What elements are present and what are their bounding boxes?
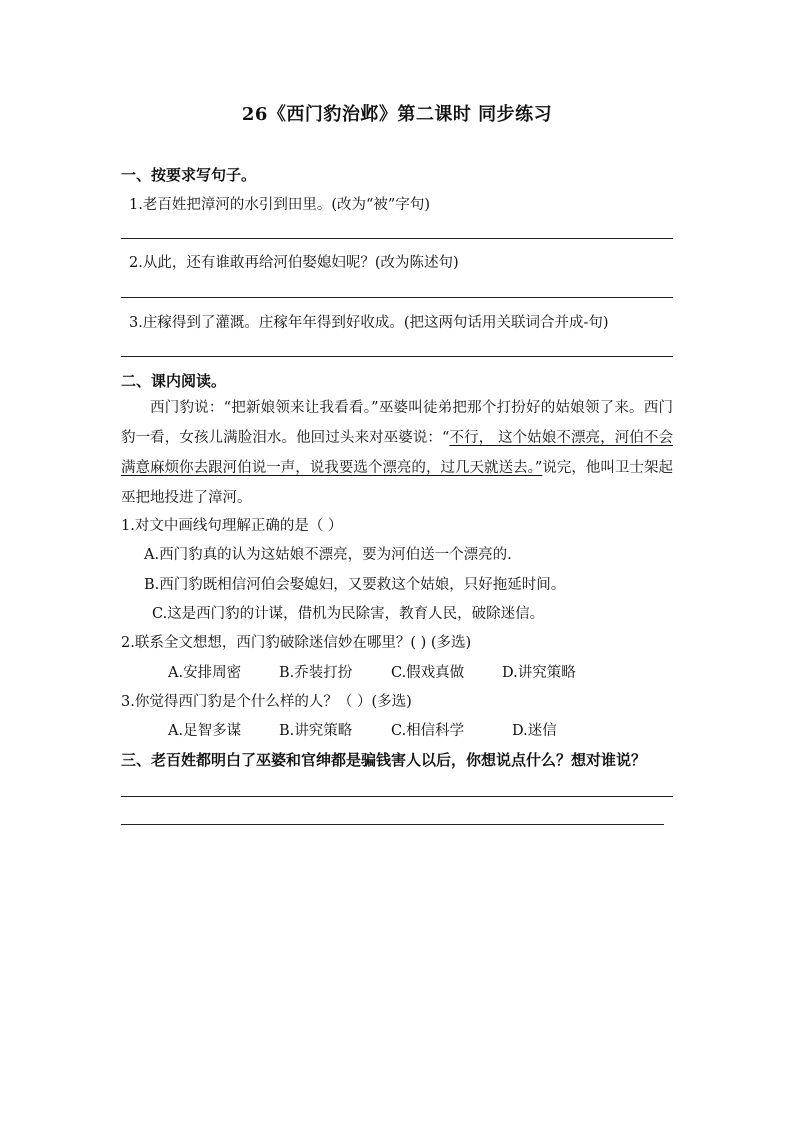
passage-intro: 西门豹说：“把新娘领来让我看看。”巫婆叫徒弟把那个打扮好的姑娘领了来。西门豹一看，女孩儿满脸泪水。他回过头来对巫婆说：“ — [121, 400, 673, 446]
section-1-question-2: 2.从此，还有谁敢再给河伯娶媳妇呢？(改为陈述句) — [129, 255, 459, 271]
question-1-option-a[interactable]: A.西门豹真的认为这姑娘不漂亮，要为河伯送一个漂亮的. — [144, 547, 512, 563]
question-2-option-c[interactable]: C.假戏真做 — [391, 665, 465, 681]
answer-line-4[interactable] — [121, 796, 673, 797]
page-title: 26《西门豹治邺》第二课时 同步练习 — [241, 104, 553, 125]
question-3-option-a[interactable]: A.足智多谋 — [168, 723, 242, 739]
section-1-question-3: 3.庄稼得到了灌溉。庄稼年年得到好收成。(把这两句话用关联词合并成-句) — [129, 315, 609, 331]
section-2-heading: 二、课内阅读。 — [121, 372, 227, 390]
section-2-question-2: 2.联系全文想想，西门豹破除迷信妙在哪里？( ) (多选) — [121, 635, 472, 651]
answer-line-2[interactable] — [121, 297, 673, 298]
question-2-option-a[interactable]: A.安排周密 — [168, 665, 242, 681]
question-3-option-c[interactable]: C.相信科学 — [391, 723, 465, 739]
answer-line-3[interactable] — [121, 356, 673, 357]
answer-line-1[interactable] — [121, 238, 673, 239]
answer-line-5[interactable] — [121, 824, 664, 825]
question-1-option-b[interactable]: B.西门豹既相信河伯会娶媳妇，又要救这个姑娘，只好拖延时间。 — [144, 577, 566, 593]
question-3-option-b[interactable]: B.讲究策略 — [279, 723, 353, 739]
passage-outro: 说完，他叫卫士架起巫把地投进了漳河。 — [121, 460, 673, 506]
passage-underlined-sentence: 不行， 这个姑娘不漂亮，河伯不会满意麻烦你去跟河伯说一声，说我要选个漂亮的，过几天就送去。” — [121, 430, 673, 476]
question-1-option-c[interactable]: C.这是西门豹的计谋，借机为民除害，教育人民，破除迷信。 — [152, 606, 545, 622]
reading-passage — [121, 393, 673, 513]
section-2-question-3: 3.你觉得西门豹是个什么样的人？（ ）(多选) — [121, 694, 412, 710]
section-1-question-1: 1.老百姓把漳河的水引到田里。(改为“被”字句) — [129, 197, 430, 213]
section-3-heading: 三、老百姓都明白了巫婆和官绅都是骗钱害人以后，你想说点什么？想对谁说？ — [121, 751, 647, 769]
section-2-question-1: 1.对文中画线句理解正确的是（ ） — [121, 518, 343, 534]
question-2-option-d[interactable]: D.讲究策略 — [502, 665, 576, 681]
section-1-heading: 一、按要求写句子。 — [121, 166, 257, 184]
question-2-option-b[interactable]: B.乔装打扮 — [279, 665, 353, 681]
question-3-option-d[interactable]: D.迷信 — [512, 723, 557, 739]
